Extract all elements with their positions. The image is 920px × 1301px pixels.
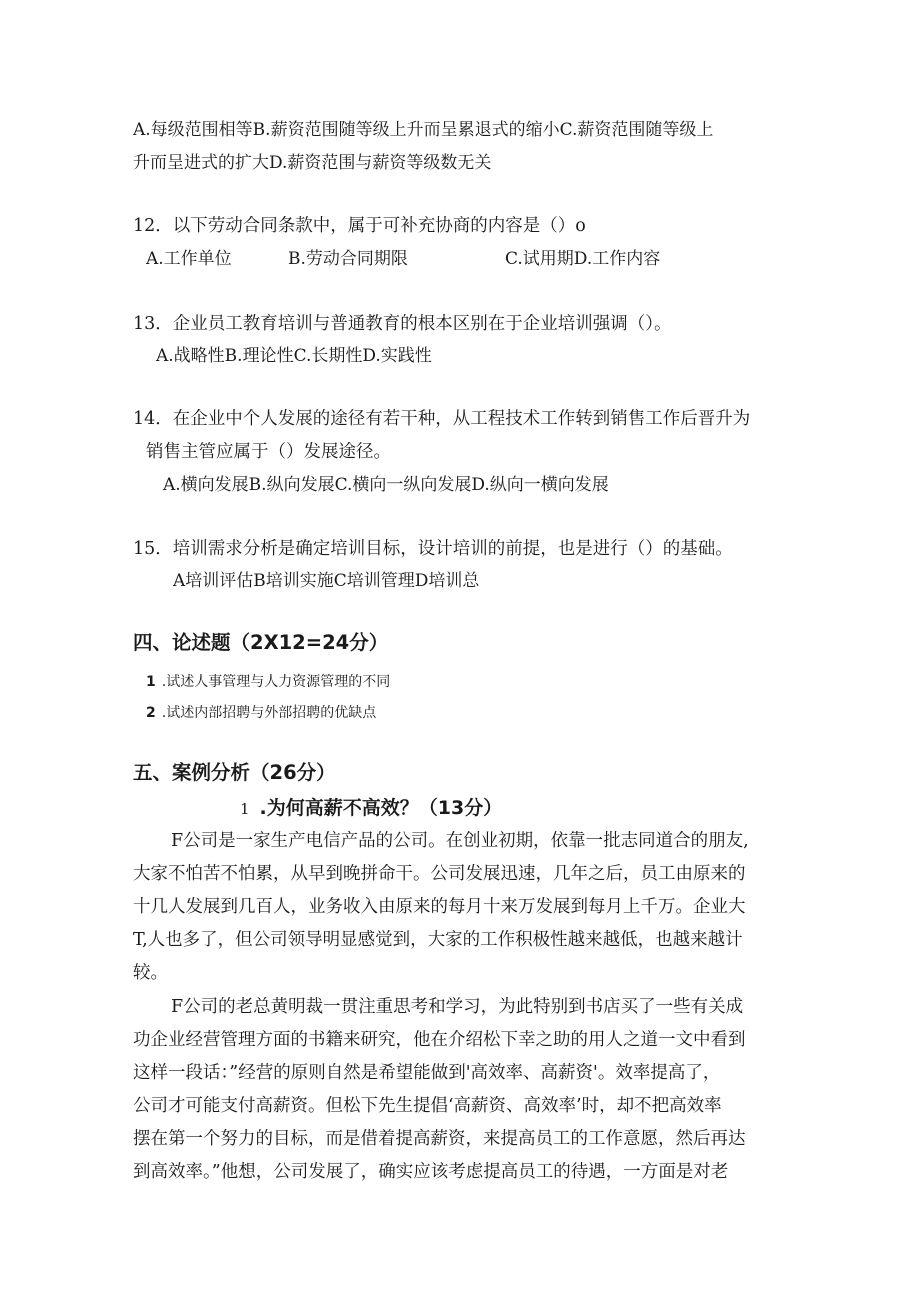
section-5-title: 五、案例分析（26分） <box>133 761 336 784</box>
case-title <box>240 795 502 822</box>
q13-options: A.战略性B.理论性C.长期性D.实践性 <box>156 346 432 366</box>
case-paragraph-line: 到高效率。”他想，公司发展了，确实应该考虑提高员工的待遇，一方面是对老 <box>133 1162 729 1182</box>
case-number: 1 <box>240 800 250 818</box>
q14-stem-line-1: 14．在企业中个人发展的途径有若干种，从工程技术工作转到销售工作后晋升为 <box>133 409 751 429</box>
case-paragraph-line: 这样一段话：”经营的原则自然是希望能做到'高效率、高薪资'。效率提高了， <box>133 1063 721 1083</box>
case-paragraph-line: F公司是一家生产电信产品的公司。在创业初期，依靠一批志同道合的朋友, <box>171 831 749 851</box>
item-text: .试述人事管理与人力资源管理的不同 <box>161 674 391 690</box>
q14-options: A.横向发展B.纵向发展C.横向一纵向发展D.纵向一横向发展 <box>163 475 609 495</box>
q12-option-b: B.劳动合同期限 <box>288 249 408 269</box>
case-paragraph-line: 摆在第一个努力的目标，而是借着提高薪资，来提高员工的工作意愿，然后再达 <box>133 1129 746 1149</box>
case-paragraph-line: 大家不怕苦不怕累，从早到晚拼命干。公司发展迅速，几年之后，员工由原来的 <box>133 864 746 884</box>
case-paragraph-line: 较。 <box>133 963 168 983</box>
case-paragraph-line: 十几人发展到几百人，业务收入由原来的每月十来万发展到每月上千万。企业大 <box>133 897 746 917</box>
case-paragraph-line: F公司的老总黄明裁一贯注重思考和学习，为此特别到书店买了一些有关成 <box>171 997 744 1017</box>
q11-options-line-1: A.每级范围相等B.薪资范围随等级上升而呈累退式的缩小C.薪资范围随等级上 <box>133 120 714 140</box>
q12-stem: 12．以下劳动合同条款中，属于可补充协商的内容是（）o <box>133 216 586 236</box>
q15-options: A培训评估B培训实施C培训管理D培训总 <box>173 571 480 591</box>
q12-option-a: A.工作单位 <box>146 249 232 269</box>
item-number: 1 <box>146 674 156 690</box>
q11-options-line-2: 升而呈进式的扩大D.薪资范围与薪资等级数无关 <box>133 153 492 173</box>
item-number: 2 <box>146 705 156 721</box>
case-paragraph-line: 功企业经营管理方面的书籍来研究，他在介绍松下幸之助的用人之道一文中看到 <box>133 1030 746 1050</box>
q13-stem: 13．企业员工教育培训与普通教育的根本区别在于企业培训强调（）。 <box>133 314 672 334</box>
q12-option-cd: C.试用期D.工作内容 <box>505 249 661 269</box>
section-4-title: 四、论述题（2X12=24分） <box>133 631 389 654</box>
section-4-item <box>146 672 390 692</box>
case-paragraph-line: T,人也多了，但公司领导明显感觉到，大家的工作积极性越来越低，也越来越计 <box>133 930 743 950</box>
item-text: .试述内部招聘与外部招聘的优缺点 <box>161 705 377 721</box>
q14-stem-line-2: 销售主管应属于（）发展途径。 <box>146 442 391 462</box>
case-paragraph-line: 公司才可能支付高薪资。但松下先生提倡‘高薪资、高效率’时，却不把高效率 <box>133 1096 722 1116</box>
q15-stem: 15．培训需求分析是确定培训目标，设计培训的前提，也是进行（）的基础。 <box>133 539 733 559</box>
case-title-text: .为何高薪不高效？（13分） <box>259 797 503 819</box>
section-4-item <box>146 703 376 723</box>
